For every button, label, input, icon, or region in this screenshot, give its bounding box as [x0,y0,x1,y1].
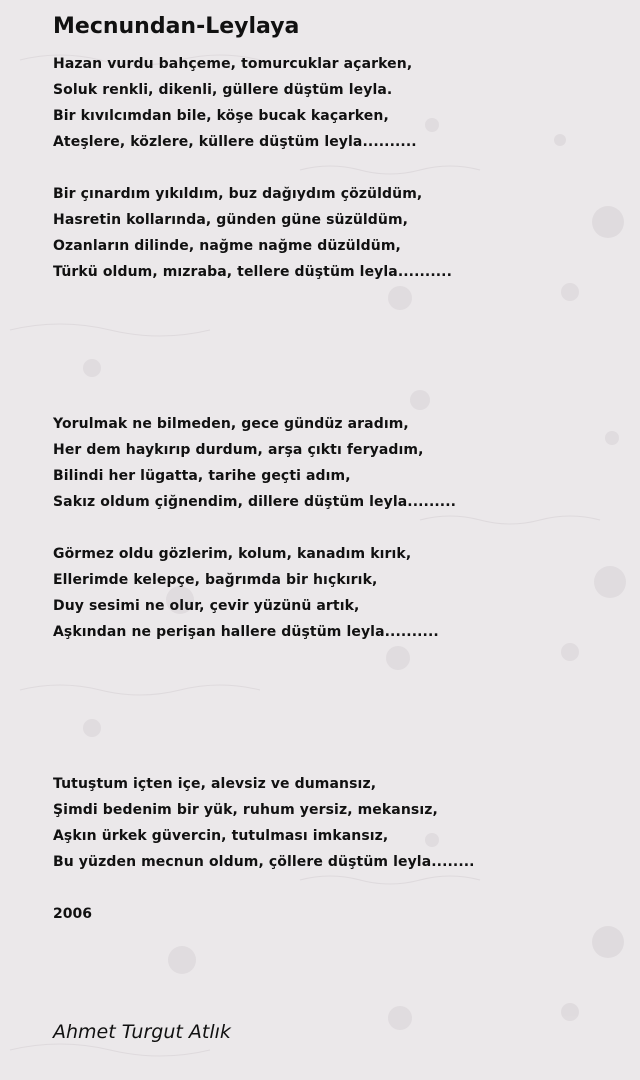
poem-line: Aşkından ne perişan hallere düştüm leyla.......... [53,624,439,640]
poem-line: Şimdi bedenim bir yük, ruhum yersiz, mekansız, [53,802,438,818]
poem-line: Ozanların dilinde, nağme nağme düzüldüm, [53,238,401,254]
poem-line: Her dem haykırıp durdum, arşa çıktı feryadım, [53,442,424,458]
stanza-1 [53,51,417,155]
poem-line: Bilindi her lügatta, tarihe geçti adım, [53,468,351,484]
poem-line: Ellerimde kelepçe, bağrımda bir hıçkırık, [53,572,378,588]
poem-line: Aşkın ürkek güvercin, tutulması imkansız, [53,828,389,844]
stanza-5 [53,771,475,875]
poem-line: Görmez oldu gözlerim, kolum, kanadım kırık, [53,546,412,562]
poem-year: 2006 [53,906,92,922]
poem-line: Yorulmak ne bilmeden, gece gündüz aradım, [53,416,409,432]
poem-line: Hasretin kollarında, günden güne süzüldüm, [53,212,409,228]
poem-line: Bu yüzden mecnun oldum, çöllere düştüm leyla........ [53,854,475,870]
stanza-3 [53,411,456,515]
poem-line: Soluk renkli, dikenli, güllere düştüm leyla. [53,82,393,98]
stanza-4 [53,541,439,645]
poem-line: Duy sesimi ne olur, çevir yüzünü artık, [53,598,360,614]
poem-line: Sakız oldum çiğnendim, dillere düştüm leyla......... [53,494,457,510]
poem-author: Ahmet Turgut Atlık [53,1021,231,1043]
poem-line: Türkü oldum, mızraba, tellere düştüm leyla.......... [53,264,453,280]
poem-line: Ateşlere, közlere, küllere düştüm leyla.......... [53,134,417,150]
stanza-2 [53,181,452,285]
poem-line: Bir çınardım yıkıldım, buz dağıydım çözüldüm, [53,186,423,202]
poem-line: Tutuştum içten içe, alevsiz ve dumansız, [53,776,377,792]
poem-title: Mecnundan-Leylaya [53,14,300,39]
poem-line: Hazan vurdu bahçeme, tomurcuklar açarken, [53,56,413,72]
poem-line: Bir kıvılcımdan bile, köşe bucak kaçarken, [53,108,389,124]
